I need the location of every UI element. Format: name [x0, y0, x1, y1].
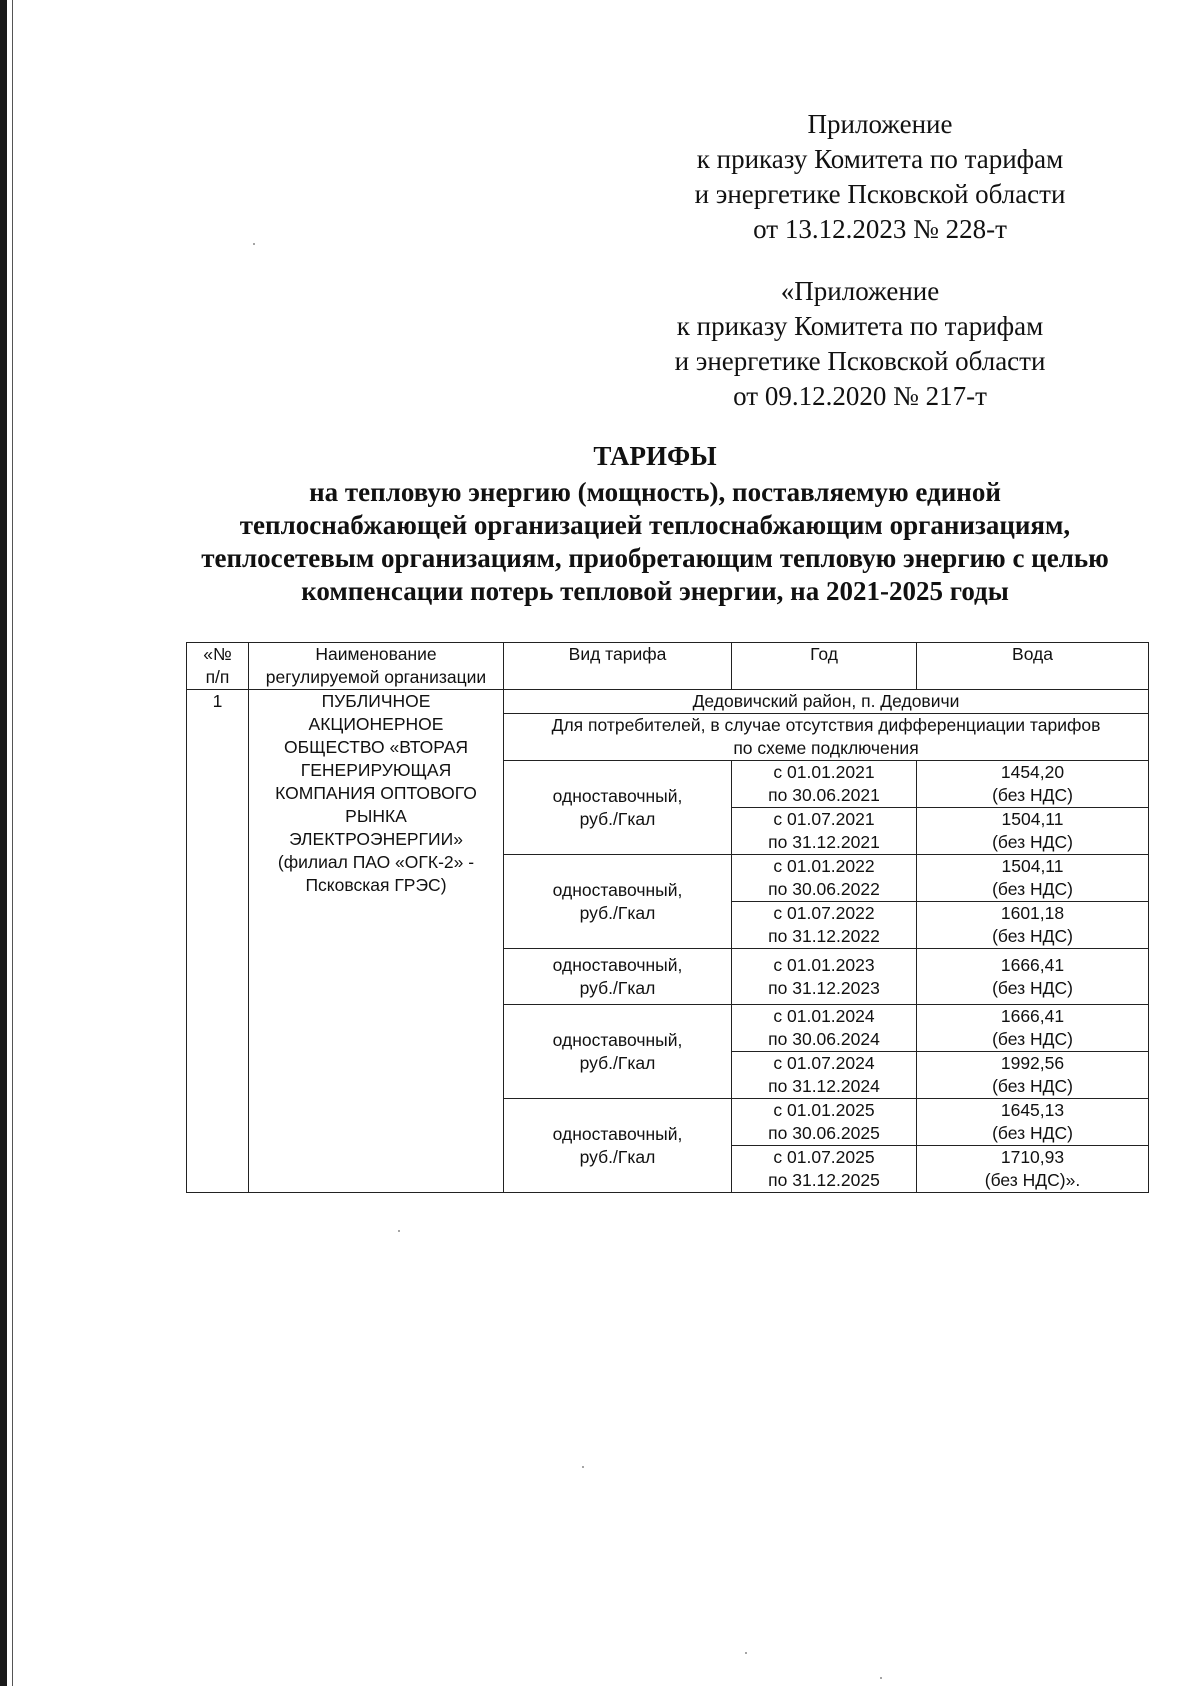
tariff-value: 1710,93	[1000, 1147, 1065, 1167]
water-cell	[917, 1099, 1149, 1146]
period-from: с 01.07.2024	[773, 1053, 875, 1073]
period-from: с 01.07.2021	[773, 809, 875, 829]
tariff-type-line: руб./Гкал	[579, 902, 656, 923]
tariff-value: 1504,11	[1001, 856, 1064, 876]
period-cell	[732, 855, 917, 902]
appendix-line: Приложение	[807, 109, 953, 139]
consumers-cell	[504, 714, 1149, 761]
appendix-line: к приказу Комитета по тарифам	[676, 311, 1044, 341]
water-cell	[917, 1052, 1149, 1099]
org-name-line: АКЦИОНЕРНОЕ	[308, 714, 444, 734]
period-to: по 30.06.2021	[768, 785, 880, 805]
appendix-header-current	[650, 107, 1110, 247]
period-from: с 01.07.2025	[773, 1147, 875, 1167]
water-cell	[917, 902, 1149, 949]
table-header-row	[187, 643, 1149, 690]
header-text: регулируемой организации	[265, 667, 487, 687]
scan-speck	[582, 1466, 584, 1468]
title-line: компенсации потерь тепловой энергии, на 2021-2025 годы	[301, 576, 1009, 606]
tariff-type-cell	[504, 1005, 732, 1099]
appendix-line: «Приложение	[780, 276, 940, 306]
vat-note: (без НДС)	[992, 785, 1073, 805]
period-cell	[732, 1099, 917, 1146]
period-cell	[732, 1005, 917, 1052]
org-name-line: РЫНКА	[345, 806, 407, 826]
period-cell	[732, 1052, 917, 1099]
tariff-type-line: одноставочный,	[552, 1123, 683, 1144]
period-cell	[732, 761, 917, 808]
period-from: с 01.01.2023	[773, 954, 875, 975]
scan-page-edge-line	[12, 0, 13, 1686]
tariff-type-cell	[504, 761, 732, 855]
title-line: теплоснабжающей организацией теплоснабжающим организациям,	[239, 510, 1071, 540]
water-cell	[917, 949, 1149, 1005]
consumers-line: по схеме подключения	[733, 738, 919, 758]
org-name-line: ГЕНЕРИРУЮЩАЯ	[300, 760, 452, 780]
appendix-header-original	[645, 274, 1075, 414]
period-cell	[732, 949, 917, 1005]
vat-note: (без НДС)	[992, 832, 1073, 852]
org-name-line: ОБЩЕСТВО «ВТОРАЯ	[283, 737, 469, 757]
header-text: Наименование	[315, 644, 437, 664]
vat-note: (без НДС)	[992, 1076, 1073, 1096]
period-to: по 31.12.2023	[768, 977, 880, 998]
period-to: по 31.12.2025	[768, 1170, 880, 1190]
tariff-type-line: одноставочный,	[552, 1029, 683, 1050]
appendix-line: от 09.12.2020 № 217-т	[733, 381, 987, 411]
org-name-line: (филиал ПАО «ОГК-2» -	[277, 852, 475, 872]
vat-note: (без НДС)	[992, 1029, 1073, 1049]
period-from: с 01.01.2025	[773, 1100, 875, 1120]
appendix-line: и энергетике Псковской области	[694, 179, 1066, 209]
tariff-type-line: одноставочный,	[552, 879, 683, 900]
tariff-type-line: одноставочный,	[552, 955, 683, 975]
period-to: по 30.06.2025	[768, 1123, 880, 1143]
org-name-line: ПУБЛИЧНОЕ	[321, 691, 431, 711]
water-cell	[917, 761, 1149, 808]
period-to: по 31.12.2021	[768, 832, 880, 852]
appendix-line: и энергетике Псковской области	[674, 346, 1046, 376]
period-to: по 30.06.2022	[768, 879, 880, 899]
tariff-value: 1645,13	[1000, 1100, 1065, 1120]
title-line: теплосетевым организациям, приобретающим тепловую энергию с целью	[201, 543, 1109, 573]
appendix-line: от 13.12.2023 № 228-т	[753, 214, 1007, 244]
water-cell	[917, 855, 1149, 902]
vat-note: (без НДС)».	[984, 1170, 1081, 1190]
tariff-value: 1666,41	[1000, 954, 1065, 975]
scan-speck	[253, 243, 255, 245]
tariff-type-line: одноставочный,	[552, 785, 683, 806]
header-text: п/п	[205, 667, 230, 687]
tariff-type-cell	[504, 1099, 732, 1193]
tariff-value: 1992,56	[1000, 1053, 1065, 1073]
water-cell	[917, 1146, 1149, 1193]
consumers-line: Для потребителей, в случае отсутствия дифференциации тарифов	[551, 715, 1101, 735]
vat-note: (без НДС)	[992, 977, 1073, 998]
tariff-type-cell	[504, 855, 732, 949]
scan-speck	[880, 1677, 882, 1679]
period-cell	[732, 1146, 917, 1193]
tariff-type-cell	[504, 949, 732, 1005]
header-water: Вода	[917, 643, 1149, 690]
row-number: 1	[187, 690, 249, 1193]
vat-note: (без НДС)	[992, 926, 1073, 946]
header-org-name	[249, 643, 504, 690]
period-from: с 01.01.2024	[773, 1006, 875, 1026]
tariff-value: 1454,20	[1000, 762, 1065, 782]
water-cell	[917, 808, 1149, 855]
org-name-cell	[249, 690, 504, 1193]
header-tariff-type: Вид тарифа	[504, 643, 732, 690]
scan-page-edge	[0, 0, 7, 1686]
title-line: на тепловую энергию (мощность), поставляемую единой	[309, 477, 1001, 507]
header-text: «№	[203, 644, 232, 664]
vat-note: (без НДС)	[992, 879, 1073, 899]
org-name-line: Псковская ГРЭС)	[305, 875, 447, 895]
appendix-line: к приказу Комитета по тарифам	[696, 144, 1064, 174]
header-year: Год	[732, 643, 917, 690]
tariff-value: 1666,41	[1000, 1006, 1065, 1026]
org-name-line: ЭЛЕКТРОЭНЕРГИИ»	[289, 829, 463, 849]
region-cell: Дедовичский район, п. Дедовичи	[504, 690, 1149, 714]
scan-speck	[745, 1652, 747, 1654]
water-cell	[917, 1005, 1149, 1052]
tariff-table-wrap	[186, 642, 1148, 1193]
tariff-type-line: руб./Гкал	[579, 978, 656, 998]
tariff-type-line: руб./Гкал	[579, 1052, 656, 1073]
period-from: с 01.07.2022	[773, 903, 875, 923]
tariff-value: 1504,11	[1001, 809, 1064, 829]
tariff-type-line: руб./Гкал	[579, 1146, 656, 1167]
header-number	[187, 643, 249, 690]
period-cell	[732, 902, 917, 949]
period-cell	[732, 808, 917, 855]
period-from: с 01.01.2022	[773, 856, 875, 876]
period-to: по 30.06.2024	[768, 1029, 880, 1049]
org-name-line: КОМПАНИЯ ОПТОВОГО	[275, 783, 477, 803]
scan-speck	[398, 1230, 400, 1232]
tariff-table	[186, 642, 1149, 1193]
period-to: по 31.12.2022	[768, 926, 880, 946]
period-to: по 31.12.2024	[768, 1076, 880, 1096]
document-title	[140, 440, 1170, 608]
period-from: с 01.01.2021	[773, 762, 875, 782]
table-row	[187, 690, 1149, 714]
title-main: ТАРИФЫ	[593, 441, 717, 471]
vat-note: (без НДС)	[992, 1123, 1073, 1143]
tariff-type-line: руб./Гкал	[579, 808, 656, 829]
tariff-value: 1601,18	[1000, 903, 1065, 923]
